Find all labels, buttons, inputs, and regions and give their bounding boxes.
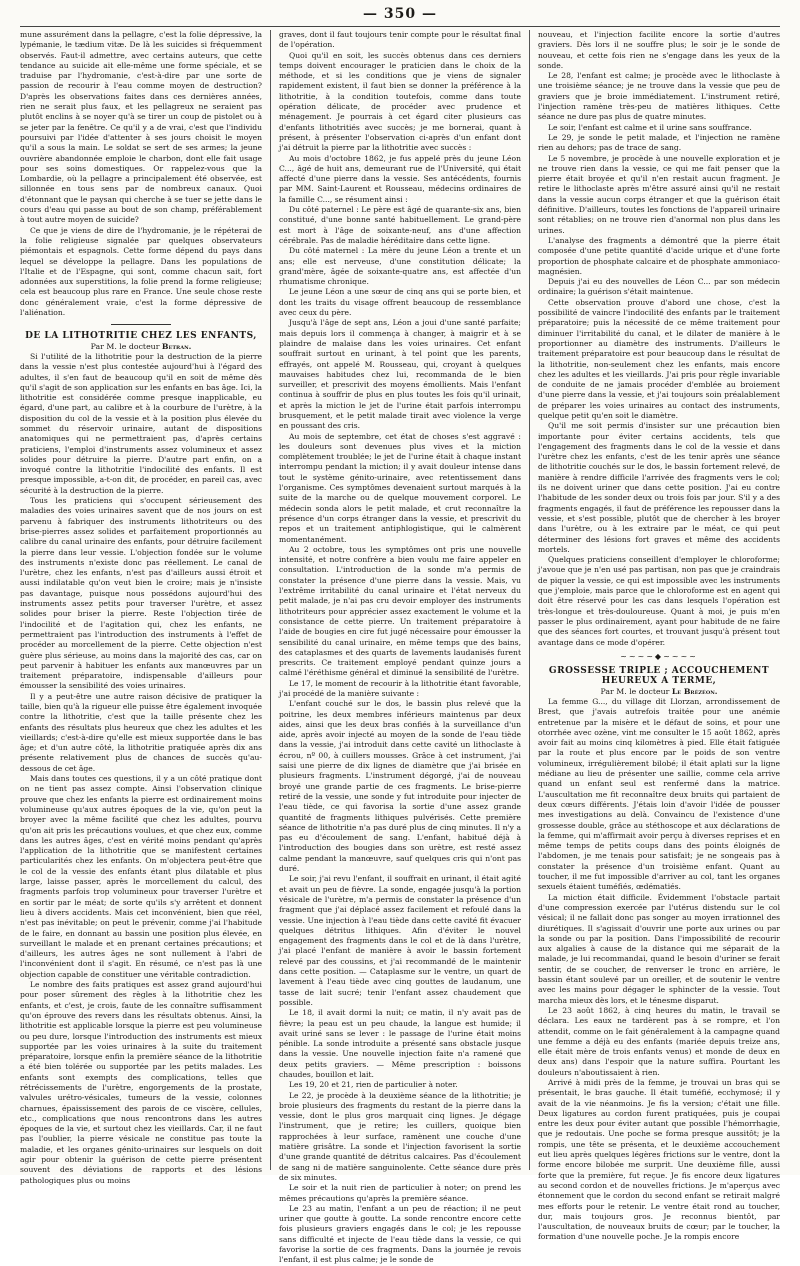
column-1 — [20, 30, 262, 1185]
column-3 — [538, 30, 780, 1242]
article2-paragraph: Quelques praticiens conseillent d'employer le chloroforme; j'avoue que je n'en usé pas partisan, non pas que je craindrais de piquer la vessie, ce qui est impossible avec les instruments que j'emploie, mais parce que le chloroforme est en agent qui doit être réservé pour les cas dans lesquels l'opération est très-longue et très-douloureuse. Quant à moi, je puis m'en passer le plus ordinairement, ayant pour habitude de ne faire que des séances fort courtes, et trouvant jusqu'à présent tout avantage dans ce mode d'opérer. — [538, 555, 780, 647]
section-ornament: ~~~~◆~~~~ — [620, 651, 698, 661]
article2-paragraph: Le soir et la nuit rien de particulier à noter; on prend les mêmes précautions qu'après la première séance. — [279, 1183, 521, 1203]
column-2 — [279, 30, 521, 1265]
article2-paragraph: Du côté maternel : La mère du jeune Léon a trente et un ans; elle est nerveuse, d'une constitution délicate; la grand'mère, âgée de soixante-quatre ans, est affectée d'un rhumatisme chronique. — [279, 246, 521, 287]
article2-paragraph: Le soir, j'ai revu l'enfant, il souffrait en urinant, il était agité et avait un peu de fièvre. La sonde, engagée jusqu'à la portion vésicale de l'urètre, m'a permis de constater la présence d'un fragment que j'ai déplacé assez facilement et refoulé dans la vessie. Une injection à l'eau tiède dans cette cavité fit évacuer quelques détritus lithiques. Afin d'éviter le nouvel engagement des fragments dans le col et de là dans l'urètre, j'ai placé l'enfant de manière à avoir le bassin fortement relevé par des coussins, et j'ai recommandé de le maintenir dans cette position. — Cataplasme sur le ventre, un quart de lavement à l'eau tiède avec cinq gouttes de laudanum, une tasse de lait sucré; tenir l'enfant assez chaudement que possible. — [279, 874, 521, 1007]
article2-paragraph: Le 17, le moment de recourir à la lithotritie étant favorable, j'ai procédé de la manière suivante : — [279, 678, 521, 698]
article3-paragraph: La miction était difficile. Évidemment l'obstacle partait d'une compression exercée par l'utérus distendu sur le col vésical; il ne fallait donc pas songer au moyen irrationnel des diurétiques. Il s'agissait d'ouvrir une porte aux urines ou par la sonde ou par la position. Dans l'impossibilité de recourir aux algalies à cause de la distance qui me séparait de la malade, je lui recommandai, quand le besoin d'uriner se ferait sentir, de se coucher, de renverser le tronc en arrière, le bassin étant soulevé par un oreiller, et de soutenir le ventre avec les mains pour dégager le sphincter de la vessie. Tout marcha mieux dès lors, et le ténesme disparut. — [538, 892, 780, 1005]
article2-paragraph: Le nombre des faits pratiques est assez grand aujourd'hui pour poser sûrement des règles à la lithotritie chez les enfants, et c'est, je crois, faute de les connaître suffisamment qu'on éprouve des revers dans les résultats obtenus. Ainsi, la lithotritie est applicable lorsque la pierre est peu volumineuse ou peu dure, lorsque l'introduction des instruments est mieux supportée par les voies urinaires à la suite du traitement préparatoire, lorsque enfin la première séance de la lithotritie a été bien tolérée ou supportée par les petits malades. Les enfants sont exempts des complications, telles que rétrécissements de l'urètre, engorgements de la prostate, valvules urétro-vésicales, tumeurs de la vessie, colonnes charnues, épaississement des parois de ce viscère, cellules, etc., complications que nous rencontrons dans les autres époques de la vie, et surtout chez les vieillards. Car, il ne faut pas l'oublier, la pierre vésicale ne constitue pas toute la maladie, et les organes génito-urinaires sur lesquels on doit agir pour obtenir la guérison de cette pierre présentent souvent des déviations de rapports et des lésions pathologiques plus ou moins — [20, 980, 262, 1185]
article2-paragraph: Le 22, je procède à la deuxième séance de la lithotritie; je broie plusieurs des fragments du restant de la pierre dans la vessie, dont le plus gros marquait cinq lignes. Je dégage l'instrument, que je retire; les cuillers, quoique bien rapprochées à leur surface, ramènent une couche d'une matière grisâtre. La sonde et l'injection favorisent la sortie d'une grande quantité de détritus calcaires. Pas d'écoulement de sang ni de matière sanguinolente. Cette séance dure près de six minutes. — [279, 1090, 521, 1182]
author-prefix: Par M. le docteur — [90, 341, 160, 351]
article2-paragraph: Quoi qu'il en soit, les succès obtenus dans ces derniers temps doivent encourager le praticien dans le choix de la méthode, et si les conditions que je viens de signaler rapidement existent, il faut bien se donner la préférence à la lithotritie, à la condition toutefois, comme dans toute opération délicate, de procéder avec prudence et ménagement. Je pourrais à cet égard citer plusieurs cas d'enfants lithotritiés avec succès; je me bornerai, quant à présent, à présenter l'observation ci-après d'un enfant dont j'ai détruit la pierre par la lithotritie avec succès : — [279, 50, 521, 153]
article2-paragraph: L'enfant couché sur le dos, le bassin plus relevé que la poitrine, les deux membres inférieurs maintenus par deux aides, ainsi que les deux bras confiés à la surveillance d'un aide, après avoir injecté au moyen de la sonde de l'eau tiède dans la vessie, j'ai introduit dans cette cavité un lithoclaste à écrou, nº 00, à cuillers mousses. Grâce à cet instrument, j'ai saisi une pierre de dix lignes de diamètre que j'ai brisée en plusieurs fragments. L'instrument dégorgé, j'ai de nouveau broyé une grande partie de ces fragments. Le brise-pierre retiré de la vessie, une sonde y fut introduite pour injecter de l'eau tiède, ce qui favorisa la sortie d'une assez grande quantité de fragments lithiques pulvérisés. Cette première séance de lithotritie n'a pas duré plus de cinq minutes. Il n'y a pas eu d'écoulement de sang. L'enfant, habitué déjà à l'introduction des bougies dans son urètre, est resté assez calme pendant la manœuvre, sauf quelques cris qui n'ont pas duré. — [279, 699, 521, 874]
article2-paragraph: Du côté paternel : Le père est âgé de quarante-six ans, bien constitué, d'une bonne santé habituellement. Le grand-père est mort à l'âge de soixante-neuf, ans d'une affection cérébrale. Pas de maladie héréditaire dans cette ligne. — [279, 205, 521, 245]
article2-paragraph: Au mois de septembre, cet état de choses s'est aggravé : les douleurs sont devenues plus vives et la miction complètement troublée; le jet de l'urine était à chaque instant interrompu pendant la miction; il y avait douleur intense dans tout le système génito-urinaire, avec retentissement dans l'organisme. Ces symptômes devenaient surtout marqués à la suite de la marche ou de quelque mouvement corporel. Le médecin sonda alors le petit malade, et crut reconnaître la présence d'un corps étranger dans la vessie, et prescrivit du repos et un traitement antiphlogistique, qui le calmèrent momentanément. — [279, 431, 521, 544]
article2-paragraph: Cette observation prouve d'abord une chose, c'est la possibilité de vaincre l'indocilité des enfants par le traitement préparatoire; puis la nécessité de ce même traitement pour diminuer l'irritabilité du canal, et le dilater de manière à le proportionner au diamètre des instruments. D'ailleurs le traitement préparatoire est pour beaucoup dans le résultat de la lithotritie, non-seulement chez les enfants, mais encore chez les adultes et les vieillards. J'ai pris pour règle invariable de conduite de ne jamais procéder d'emblée au broiement d'une pierre dans la vessie, et j'ai toujours soin préalablement de préparer les voies urinaires au contact des instruments, quelque petit qu'en soit le diamètre. — [538, 297, 780, 420]
article2-paragraph: Qu'il me soit permis d'insister sur une précaution bien importante pour éviter certains accidents, tels que l'engagement des fragments dans le col de la vessie et dans l'urètre chez les enfants, c'est de les tenir après une séance de lithotritie couchés sur le dos, le bassin fortement relevé, de manière à rendre difficile l'arrivée des fragments vers le col; ils ne doivent uriner que dans cette position. J'ai eu contre l'habitude de les sonder deux ou trois fois par jour. S'il y a des fragments engagés, il faut de préférence les repousser dans la vessie, et s'est possible, plutôt que de chercher à les broyer dans l'urètre, ou à les extraire par le méat, ce qui peut déterminer des lésions fort graves et même des accidents mortels. — [538, 421, 780, 554]
article2-paragraph: Au mois d'octobre 1862, je fus appelé près du jeune Léon C..., âgé de huit ans, demeurant rue de l'Université, qui était affecté d'une pierre dans la vessie. Ses antécédents, fournis par MM. Saint-Laurent et Rousseau, médecins ordinaires de la famille C..., se résument ainsi : — [279, 153, 521, 204]
article3-paragraph: Arrivé à midi près de la femme, je trouvai un bras qui se présentait, le bras gauche. Il était tuméfié, ecchymosé; il y avait de la vie néanmoins. Je fis la version; c'était une fille. Deux ligatures au cordon furent pratiquées, puis je coupai entre les deux pour éviter autant que possible l'hémorrhagie, que je redoutais. Une poche se forma presque aussitôt; je la rompis, une tête se présenta, et le deuxième accouchement eut lieu après quelques légères frictions sur le ventre, dont la forme encore bilobée me surprit. Une deuxième fille, aussi forte que la première, fut reçue. Je fis encore deux ligatures au second cordon et de nouvelles frictions. Je m'aperçus avec étonnement que le cordon du second enfant se retirait malgré mes efforts pour le retenir. Le ventre était rond au toucher, dur, mais toujours gros. Je reconnus bientôt, par l'auscultation, de nouveaux bruits de cœur; par le toucher, la formation d'une nouvelle poche. Je la rompis encore — [538, 1077, 780, 1242]
article2-paragraph: Le 29, je sonde le petit malade, et l'injection ne ramène rien au dehors; pas de trace de sang. — [538, 132, 780, 153]
article2-paragraph: Au 2 octobre, tous les symptômes ont pris une nouvelle intensité, et notre confrère a bien voulu me faire appeler en consultation. L'introduction de la sonde m'a permis de constater la présence d'une pierre dans la vessie. Mais, vu l'extrême irritabilité du canal urinaire et l'état nerveux du petit malade, je n'ai pas cru devoir employer des instruments lithotriteurs pour apprécier assez exactement le volume et la consistance de cette pierre. Un traitement préparatoire à l'aide de bougies en cire fut jugé nécessaire pour émousser la sensibilité du canal urinaire, en même temps que des bains, des cataplasmes et des quarts de lavements laudanisés furent prescrits. Ce traitement employé pendant quinze jours a calmé l'éréthisme général et diminué la sensibilité de l'urètre. — [279, 544, 521, 678]
article2-paragraph: graves, dont il faut toujours tenir compte pour le résultat final de l'opération. — [279, 30, 521, 50]
article2-title: DE LA LITHOTRITIE CHEZ LES ENFANTS, — [25, 331, 257, 342]
article2-paragraph: Les 19, 20 et 21, rien de particulier à noter. — [289, 1080, 458, 1090]
article2-paragraph: Le 23 au matin, l'enfant a un peu de réaction; il ne peut uriner que goutte à goutte. La sonde rencontre encore cette fois plusieurs graviers engagés dans le col; je les repousse sans difficulté et injecte de l'eau tiède dans la vessie, ce qui favorise la sortie de ces fragments. Dans la journée je revois l'enfant, il est plus calme; je le sonde de — [279, 1203, 521, 1265]
three-column-body — [20, 30, 780, 1265]
article2-author — [20, 342, 262, 352]
page-number: — 350 — — [363, 6, 437, 22]
article3-title: GROSSESSE TRIPLE ; ACCOUCHEMENT HEUREUX A TERME, — [548, 666, 770, 687]
article2-paragraph: Si l'utilité de la lithotritie pour la destruction de la pierre dans la vessie n'est plus contestée aujourd'hui à l'égard des adultes, il s'en faut de beaucoup qu'il en soit de même dès qu'il s'agit de son application sur les enfants en bas âge. Ici, la lithotritie est considérée comme presque inapplicable, eu égard, d'une part, au calibre et à la courbure de l'urètre, à la disposition du col de la vessie et à la position plus élevée du sommet du réservoir urinaire, autant de dispositions anatomiques qui ne permettraient pas, d'après certains praticiens, l'emploi d'instruments assez volumineux et assez solides pour détruire la pierre. D'autre part enfin, on a invoqué contre la lithotritie l'indocilité des enfants. Il est presque impossible, a-t-on dit, de procéder, en pareil cas, avec sécurité à la destruction de la pierre. — [20, 351, 262, 495]
author-name: Le Brézéon. — [671, 686, 718, 696]
column-separator — [270, 30, 271, 1170]
article2-paragraph: Le jeune Léon a une sœur de cinq ans qui se porte bien, et dont les traits du visage offrent beaucoup de ressemblance avec ceux du père. — [279, 287, 521, 318]
article1-paragraph: mune assurément dans la pellagre, c'est la folie dépressive, la lypémanie, le tædium vitæ. De là les suicides si fréquemment observés. Faut-il admettre, avec certains auteurs, que cette tendance au suicide ait elle-même une forme spéciale, et se traduise par l'hydromanie, c'est-à-dire par une sorte de passion de recourir à l'eau comme moyen de destruction? D'après les observations faites dans ces dernières années, rien ne serait plus faux, et les pellagreux ne seraient pas plutôt enclins à se noyer qu'à se tirer un coup de pistolet ou à se jeter par la fenêtre. Ce qu'il y a de vrai, c'est que l'individu poursuivi par l'idée d'attenter à ses jours choisit le moyen qu'il a sous la main. Le soldat se sert de ses armes; la jeune ouvrière abandonnée emploie le charbon, dont elle fait usage pour ses soins domestiques. Or rappelez-vous que la Lombardie, où la pellagre a principalement été observée, est sillonnée en tous sens par de nombreux canaux. Quoi d'étonnant que le paysan qui cherche à se tuer se jette dans le cours d'eau qui passe au bout de son champ, préférablement à tout autre moyen de suicide? — [20, 30, 262, 225]
article2-paragraph: Le soir, l'enfant est calme et il urine sans souffrance. — [548, 122, 752, 132]
author-name: Betran. — [161, 341, 192, 351]
article2-paragraph: L'analyse des fragments a démontré que la pierre était composée d'une petite quantité d'acide urique et d'une forte proportion de phosphate calcaire et de phosphate ammoniaco-magnésien. — [538, 235, 780, 276]
article2-paragraph: Le 5 novembre, je procède à une nouvelle exploration et je ne trouve rien dans la vessie, ce qui me fait penser que la pierre était broyée et qu'il n'en restait aucun fragment. Je retire le lithoclaste après m'être assuré ainsi qu'il ne restait dans la vessie aucun corps étranger et que la guérison était définitive. D'ailleurs, toutes les fonctions de l'appareil urinaire sont rétablies; on ne trouve rien d'anormal non plus dans les urines. — [538, 153, 780, 235]
article2-paragraph: Jusqu'à l'âge de sept ans, Léon a joui d'une santé parfaite; mais depuis lors il commença à changer, à maigrir et à se plaindre de malaise dans les voies urinaires. Cet enfant souffrait surtout en urinant, à tel point que les parents, effrayés, ont appelé M. Rousseau, qui, croyant à quelques mauvaises habitudes chez lui, recommanda de le bien surveiller, et prescrivit des moyens émollients. Mais l'enfant continua à souffrir de plus en plus toutes les fois qu'il urinait, et après la miction le jet de l'urine était parfois interrompu brusquement, et le petit malade tirait avec violence la verge en poussant des cris. — [279, 318, 521, 431]
article2-paragraph: Tous les praticiens qui s'occupent sérieusement des maladies des voies urinaires savent que de nos jours on est parvenu à fabriquer des instruments lithotriteurs ou des brise-pierres assez solides et parfaitement proportionnés au calibre du canal urinaire des enfants, pour détruire facilement la pierre dans leur vessie. L'objection fondée sur le volume des instruments n'existe donc pas réellement. Le canal de l'urètre, chez les enfants, n'est pas d'ailleurs aussi étroit et aussi indilatable qu'on veut bien le croire; mais je n'insiste pas davantage, puisque nous possédons aujourd'hui des instruments assez petits pour traverser l'urètre, et assez solides pour briser la pierre. Reste l'objection tirée de l'indocilité et de l'agitation qui, chez les enfants, ne permettraient pas l'introduction des instruments à l'effet de procéder au morcellement de la pierre. Cette objection n'est guère plus sérieuse, au moins dans la majorité des cas, car on peut parvenir à habituer les enfants aux manœuvres par un traitement préparatoire, indispensable d'ailleurs pour émousser la sensibilité des voies urinaires. — [20, 496, 262, 691]
article2-paragraph: Le 18, il avait dormi la nuit; ce matin, il n'y avait pas de fièvre; la peau est un peu chaude, la langue est humide; il avait uriné sans se lever : le passage de l'urine était moins pénible. La sonde introduite a présenté sans obstacle jusque dans la vessie. Une nouvelle injection faite n'a ramené que deux petits graviers. — Même prescription : boissons chaudes, bouillon et lait. — [279, 1008, 521, 1079]
article3-author — [538, 687, 780, 697]
article2-paragraph: Mais dans toutes ces questions, il y a un côté pratique dont on ne tient pas assez compte. Ainsi l'observation clinique prouve que chez les enfants la pierre est ordinairement moins volumineuse qu'aux autres époques de la vie, qu'on peut la broyer avec la même facilité que chez les adultes, pourvu qu'on ait pris les précautions voulues, et que chez eux, comme dans les autres âges, c'est en vérité moins pendant qu'après l'application de la lithotritie que se manifestent certaines particularités chez les enfants. On m'objectera peut-être que le col de la vessie des enfants étant plus dilatable et plus large, laisse passer, après le morcellement du calcul, des fragments parfois trop volumineux pour traverser l'urètre et en sortir par le méat; de sorte qu'ils s'y arrêtent et donnent lieu à divers accidents. Mais cet inconvénient, bien que réel, n'est pas inévitable; on peut le prévenir, comme j'ai l'habitude de le faire, en donnant au bassin une position plus élevée, en surveillant le malade et en prenant certaines précautions; et d'ailleurs, les autres âges ne sont nullement à l'abri de l'inconvénient dont il s'agit. En résumé, ce n'est pas là une objection capable de constituer une véritable contradiction. — [20, 774, 262, 979]
article2-paragraph: Le 28, l'enfant est calme; je procède avec le lithoclaste à une troisième séance; je ne trouve dans la vessie que peu de graviers que je broie immédiatement. L'instrument retiré, l'injection ramène très-peu de matières lithiques. Cette séance ne dure pas plus de quatre minutes. — [538, 71, 780, 122]
article2-paragraph: Depuis j'ai eu des nouvelles de Léon C... par son médecin ordinaire; la guérison s'était maintenue. — [538, 277, 780, 297]
article1-paragraph: Ce que je viens de dire de l'hydromanie, je le répéterai de la folie religieuse signalée par quelques observateurs piémontais et espagnols. Cette forme dépend du pays dans lequel se développe la pellagre. Dans les populations de l'Italie et de l'Espagne, qui sont, comme chacun sait, fort adonnées aux superstitions, la folie prend la forme religieuse; cela est beaucoup plus rare en France. Une seule chose reste donc généralement vraie, c'est la forme dépressive de l'aliénation. — [20, 225, 262, 318]
article3-paragraph: La femme G..., du village dit Llorzan, arrondissement de Brest, que j'avais autrefois traitée pour une anémie entretenue par la misère et le défaut de soins, et pour une otorrhée avec ozène, vint me consulter le 15 août 1862, après avoir fait au moins cinq kilomètres à pied. Elle était fatiguée par la route et plus encore par le poids de son ventre volumineux, irrégulièrement bilobé; il était aplati sur la ligne médiane au lieu de présenter une saillie, comme cela arrive quand un enfant seul est renfermé dans la matrice. L'auscultation me fit reconnaître deux bruits qui partaient de deux cœurs différents. J'étais loin d'avoir l'idée de pousser mes investigations au delà. Convaincu de l'existence d'une grossesse double, grâce au stéthoscope et aux déclarations de la femme, qui m'affirmait avoir perçu à diverses reprises et en même temps de petits coups dans des points éloignés de l'abdomen, je me tenais pour satisfait; je ne songeais pas à constater la présence d'un troisième enfant. Quant au toucher, il me fut impossible d'arriver au col, tant les organes sexuels étaient tuméfiés, œdématiés. — [538, 697, 780, 892]
article3-paragraph: Le 23 août 1862, à cinq heures du matin, le travail se déclara. Les eaux ne tardèrent pas à se rompre, et l'on attendit, comme on le fait généralement à la campagne quand une femme a déjà eu des enfants (mariée depuis treize ans, elle était mère de trois enfants venus) et monde de deux en deux ans) dans l'espoir que la nature suffira. Pourtant les douleurs n'aboutissaient à rien. — [538, 1005, 780, 1077]
section-divider — [111, 324, 171, 325]
header-rule — [20, 26, 780, 27]
article2-paragraph: nouveau, et l'injection facilite encore la sortie d'autres graviers. Dès lors il ne souffre plus; le soir je le sonde de nouveau, et cette fois rien ne s'engage dans les yeux de la sonde. — [538, 30, 780, 70]
article2-paragraph: Il y a peut-être une autre raison décisive de pratiquer la taille, bien qu'à la rigueur elle puisse être également invoquée contre la lithotritie, c'est que la taille présente chez les enfants des résultats plus heureux que chez les adultes et les vieillards; c'est-à-dire qu'elle est mieux supportée dans le bas âge; et d'un autre côté, la lithotritie pratiquée après dix ans présente relativement plus de chances de succès qu'au-dessous de cet âge. — [20, 691, 262, 773]
column-separator — [529, 30, 530, 1170]
author-prefix: Par M. le docteur — [600, 686, 670, 696]
